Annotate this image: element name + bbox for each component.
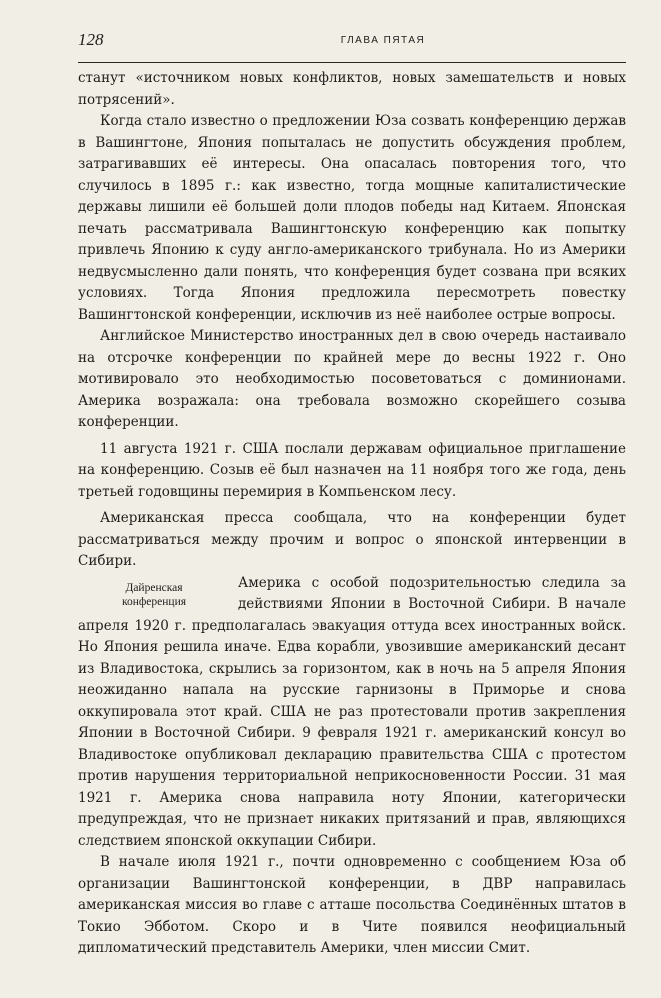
section-with-sidenote [78, 573, 626, 853]
page-header [78, 30, 626, 52]
paragraph: Английское Министерство иностранных дел в свою очередь настаивало на отсрочке конференции по крайней мере до весны 1922 г. Оно мотивировало это необходимостью посоветоваться с доминионами. Америка возражала: она требовала возможно скорейшего созыва конференции. [78, 328, 626, 430]
marginal-note-line: Дайренская [125, 581, 183, 594]
paragraph: Американская пресса сообщала, что на конференции будет рассматриваться между прочим и вопрос о японской интервенции в Сибири. [78, 510, 626, 569]
marginal-note [78, 581, 230, 609]
page-number: 128 [78, 30, 104, 49]
paragraph: Когда стало известно о предложении Юза созвать конференцию держав в Вашингтоне, Япония попыталась не допустить обсуждения проблем, затрагивавших её интересы. Она опасалась повторения того, что случилось в 1895 г.: как известно, тогда мощные капиталистические державы лишили её большей доли плодов победы над Китаем. Японская печать рассматривала Вашингтонскую конференцию как попытку привлечь Японию к суду англо-американского трибунала. Но из Америки недвусмысленно дали понять, что конференция будет созвана при всяких условиях. Тогда Япония предложила пересмотреть повестку Вашингтонской конференции, исключив из неё наиболее острые вопросы. [78, 113, 626, 323]
paragraph: Америка с особой подозрительностью следила за действиями Японии в Восточной Сибири. В начале апреля 1920 г. предполагалась эвакуация оттуда всех иностранных войск. Но Япония решила иначе. Едва корабли, увозившие американский десант из Владивостока, скрылись за горизонтом, как в ночь на 5 апреля Япония неожиданно напала на русские гарнизоны в Приморье и снова оккупировала этот край. США не раз протестовали против закрепления Японии в Восточной Сибири. 9 февраля 1921 г. американский консул во Владивостоке опубликовал декларацию правительства США с протестом против нарушения территориальной неприкосновенности России. 31 мая 1921 г. Америка снова направила ноту Японии, категорически предупреждая, что не признает никаких притязаний и прав, являющихся следствием японской оккупации Сибири. [78, 574, 626, 849]
header-rule [78, 62, 626, 63]
marginal-note-line: конференция [121, 595, 187, 608]
paragraph: В начале июля 1921 г., почти одновременно с сообщением Юза об организации Вашингтонской конференции, в ДВР направилась американская миссия во главе с атташе посольства Соединённых штатов в Токио Эбботом. Скоро и в Чите появился неофициальный дипломатический представитель Америки, член миссии Смит. [78, 854, 626, 956]
chapter-title: ГЛАВА ПЯТАЯ [340, 35, 426, 46]
paragraph: станут «источником новых конфликтов, новых замешательств и новых потрясений». [78, 70, 626, 108]
body-text [78, 68, 626, 960]
paragraph: 11 августа 1921 г. США послали державам официальное приглашение на конференцию. Созыв её был назначен на 11 ноября того же года, день третьей годовщины перемирия в Компьенском лесу. [78, 440, 626, 500]
